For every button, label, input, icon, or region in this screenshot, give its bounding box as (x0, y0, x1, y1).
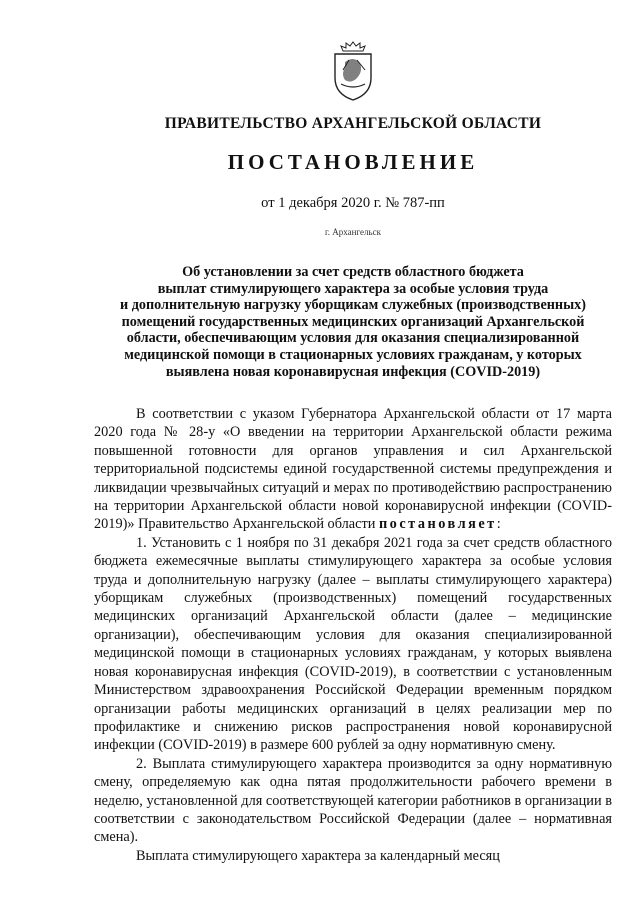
title-line: и дополнительную нагрузку уборщикам служебных (производственных) (119, 297, 586, 314)
title-line: помещений государственных медицинских организаций Архангельской (121, 313, 585, 330)
paragraph-item-2: 2. Выплата стимулирующего характера производится за одну нормативную смену, определяемую как одна пятая продолжительности рабочего времени в неделю, установленной для соответствующей категории работников в организации в соответствии с законодательством Российской Федерации (далее – нормативная смена). (94, 755, 612, 846)
paragraph-item-1: 1. Установить с 1 ноября по 31 декабря 2021 года за счет средств областного бюджета ежемесячные выплаты стимулирующего характера за особые условия труда и дополнительную нагрузку (далее – выплаты стимулирующего характера) уборщикам служебных (производственных) помещений государственных медицинских организаций Архангельской области (далее – медицинские организации), обеспечивающим условия для оказания специализированной медицинской помощи в стационарных условиях гражданам, у которых выявлена новая коронавирусная инфекция (COVID-2019), в соответствии с установленным Министерством здравоохранения Российской Федерации временным порядком организации работы медицинских организаций в целях реализации мер по профилактике и снижению рисков распространения новой коронавирусной инфекции (COVID-2019) в размере 600 рублей за одну нормативную смену. (94, 534, 612, 754)
document-type: ПОСТАНОВЛЕНИЕ (227, 150, 479, 174)
coat-of-arms-emblem (331, 40, 375, 102)
title-line: области, обеспечивающим условия для оказания специализированной (126, 330, 580, 347)
title-line: Об установлении за счет средств областного бюджета (182, 264, 524, 280)
document-body (94, 405, 612, 865)
document-city: г. Архангельск (325, 227, 381, 237)
paragraph-continuation: Выплата стимулирующего характера за календарный месяц (136, 847, 500, 864)
title-line: медицинской помощи в стационарных условиях гражданам, у которых (124, 346, 582, 363)
document-date: от 1 декабря 2020 г. № 787-пп (261, 195, 445, 211)
government-name: ПРАВИТЕЛЬСТВО АРХАНГЕЛЬСКОЙ ОБЛАСТИ (164, 115, 542, 132)
preamble-text: В соответствии с указом Губернатора Архангельской области от 17 марта 2020 года № 28-у «О введении на территории Архангельской области режима повышенной готовности для органов управления и сил Архангельской территориальной подсистемы единой государственной системы предупреждения и ликвидации чрезвычайных ситуаций и мерах по противодействию распространению на территории Архангельской области новой коронавирусной инфекции (COVID-2019)» Правительство Архангельской области (94, 406, 612, 533)
document-title (94, 264, 612, 380)
preamble-end: : (496, 516, 501, 533)
title-line: выявлена новая коронавирусная инфекция (COVID-2019) (165, 363, 541, 380)
decree-word: постановляет (378, 516, 497, 533)
title-line: выплат стимулирующего характера за особые условия труда (157, 280, 549, 297)
paragraph-preamble (94, 405, 612, 534)
